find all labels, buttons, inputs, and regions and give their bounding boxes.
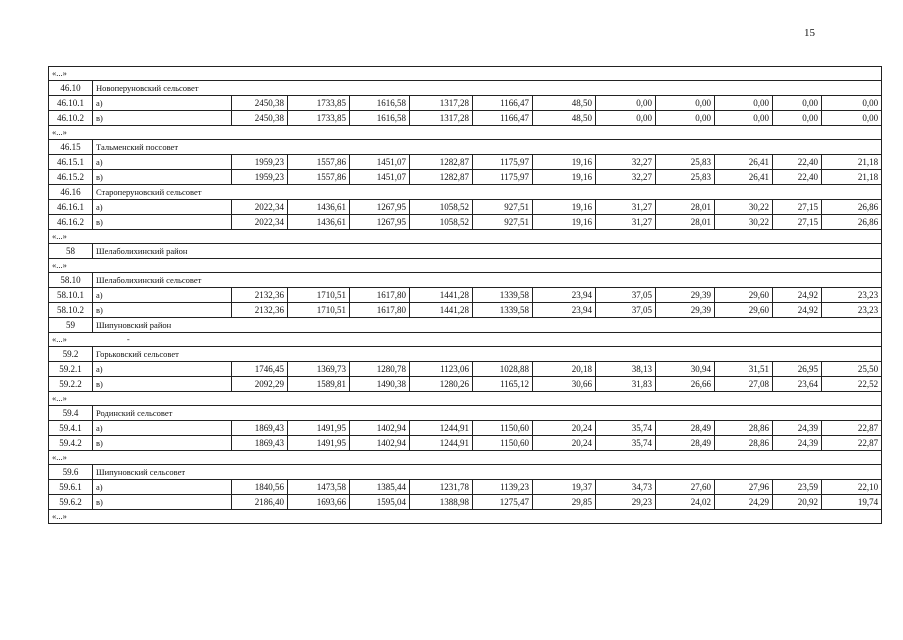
value-cell: 20,24 — [533, 436, 596, 451]
value-cell: 37,05 — [596, 303, 656, 318]
table-row — [49, 111, 882, 126]
value-cell: 48,50 — [533, 111, 596, 126]
value-cell: 1616,58 — [350, 96, 410, 111]
row-code: 59.4.1 — [49, 421, 93, 436]
value-cell: 27,96 — [715, 480, 773, 495]
value-cell: 1441,28 — [410, 303, 473, 318]
section-name: Тальменский поссовет — [93, 140, 882, 155]
value-cell: 22,87 — [822, 421, 882, 436]
value-cell: 30,66 — [533, 377, 596, 392]
value-cell: 31,27 — [596, 200, 656, 215]
row-subitem: в) — [93, 495, 232, 510]
value-cell: 29,60 — [715, 288, 773, 303]
ellipsis-cell — [49, 67, 882, 81]
value-cell: 34,73 — [596, 480, 656, 495]
row-code: 59.2.1 — [49, 362, 93, 377]
value-cell: 26,41 — [715, 155, 773, 170]
value-cell: 2450,38 — [232, 111, 288, 126]
value-cell: 48,50 — [533, 96, 596, 111]
value-cell: 1473,58 — [288, 480, 350, 495]
value-cell: 1280,78 — [350, 362, 410, 377]
value-cell: 25,83 — [656, 155, 715, 170]
value-cell: 25,50 — [822, 362, 882, 377]
value-cell: 23,94 — [533, 303, 596, 318]
value-cell: 1869,43 — [232, 436, 288, 451]
row-code: 59.2 — [49, 347, 93, 362]
value-cell: 30,22 — [715, 200, 773, 215]
value-cell: 23,59 — [773, 480, 822, 495]
ellipsis-text: «...» — [52, 393, 67, 403]
value-cell: 27,60 — [656, 480, 715, 495]
row-code: 46.15.1 — [49, 155, 93, 170]
value-cell: 19,37 — [533, 480, 596, 495]
value-cell: 35,74 — [596, 421, 656, 436]
ellipsis-text: «...» — [52, 334, 67, 344]
value-cell: 2022,34 — [232, 200, 288, 215]
section-name: Новоперуновский сельсовет — [93, 81, 882, 96]
row-code: 46.10.1 — [49, 96, 93, 111]
value-cell: 19,16 — [533, 200, 596, 215]
section-name: Шелаболихинский район — [93, 244, 882, 259]
value-cell: 1339,58 — [473, 288, 533, 303]
section-header-row — [49, 318, 882, 333]
value-cell: 27,08 — [715, 377, 773, 392]
row-code: 46.10 — [49, 81, 93, 96]
value-cell: 29,39 — [656, 303, 715, 318]
value-cell: 1840,56 — [232, 480, 288, 495]
ellipsis-text: «...» — [52, 511, 67, 521]
value-cell: 26,95 — [773, 362, 822, 377]
value-cell: 1175,97 — [473, 170, 533, 185]
value-cell: 1267,95 — [350, 215, 410, 230]
table-row — [49, 303, 882, 318]
table-row — [49, 421, 882, 436]
value-cell: 1617,80 — [350, 303, 410, 318]
value-cell: 1436,61 — [288, 215, 350, 230]
value-cell: 28,49 — [656, 421, 715, 436]
value-cell: 1710,51 — [288, 288, 350, 303]
table-row — [49, 436, 882, 451]
tariff-table — [48, 66, 882, 524]
row-code: 59 — [49, 318, 93, 333]
value-cell: 22,40 — [773, 155, 822, 170]
section-header-row — [49, 140, 882, 155]
value-cell: 1150,60 — [473, 421, 533, 436]
value-cell: 1058,52 — [410, 215, 473, 230]
section-name: Шелаболихинский сельсовет — [93, 273, 882, 288]
row-code: 59.4.2 — [49, 436, 93, 451]
value-cell: 21,18 — [822, 155, 882, 170]
value-cell: 19,16 — [533, 215, 596, 230]
value-cell: 30,94 — [656, 362, 715, 377]
value-cell: 26,41 — [715, 170, 773, 185]
value-cell: 29,85 — [533, 495, 596, 510]
value-cell: 1282,87 — [410, 170, 473, 185]
row-code: 46.15 — [49, 140, 93, 155]
value-cell: 1441,28 — [410, 288, 473, 303]
row-code: 46.16.1 — [49, 200, 93, 215]
value-cell: 23,94 — [533, 288, 596, 303]
value-cell: 1959,23 — [232, 170, 288, 185]
section-name: Шипуновский район — [93, 318, 882, 333]
ellipsis-text: «...» — [52, 231, 67, 241]
table-row — [49, 200, 882, 215]
row-code: 59.6.1 — [49, 480, 93, 495]
section-header-row — [49, 347, 882, 362]
value-cell: 1595,04 — [350, 495, 410, 510]
value-cell: 28,86 — [715, 421, 773, 436]
value-cell: 2186,40 — [232, 495, 288, 510]
section-name: Родинский сельсовет — [93, 406, 882, 421]
ellipsis-cell — [49, 392, 882, 406]
value-cell: 1139,23 — [473, 480, 533, 495]
ellipsis-cell — [49, 259, 882, 273]
value-cell: 31,83 — [596, 377, 656, 392]
value-cell: 0,00 — [656, 111, 715, 126]
row-subitem: а) — [93, 200, 232, 215]
value-cell: 1388,98 — [410, 495, 473, 510]
value-cell: 1869,43 — [232, 421, 288, 436]
value-cell: 28,01 — [656, 200, 715, 215]
section-name: Шипуновский сельсовет — [93, 465, 882, 480]
value-cell: 22,87 — [822, 436, 882, 451]
row-subitem: а) — [93, 362, 232, 377]
value-cell: 1150,60 — [473, 436, 533, 451]
table-body — [49, 67, 882, 524]
value-cell: 1589,81 — [288, 377, 350, 392]
row-subitem: в) — [93, 111, 232, 126]
value-cell: 24,39 — [773, 421, 822, 436]
value-cell: 23,23 — [822, 288, 882, 303]
value-cell: 24,92 — [773, 303, 822, 318]
value-cell: 29,39 — [656, 288, 715, 303]
row-code: 58.10 — [49, 273, 93, 288]
ellipsis-cell — [49, 451, 882, 465]
value-cell: 1959,23 — [232, 155, 288, 170]
row-subitem: в) — [93, 377, 232, 392]
value-cell: 32,27 — [596, 170, 656, 185]
row-subitem: а) — [93, 96, 232, 111]
value-cell: 26,86 — [822, 200, 882, 215]
value-cell: 1616,58 — [350, 111, 410, 126]
value-cell: 1166,47 — [473, 96, 533, 111]
value-cell: 24,02 — [656, 495, 715, 510]
value-cell: 1557,86 — [288, 170, 350, 185]
value-cell: 1557,86 — [288, 155, 350, 170]
row-code: 46.15.2 — [49, 170, 93, 185]
value-cell: 1369,73 — [288, 362, 350, 377]
ellipsis-cell — [49, 230, 882, 244]
ellipsis-cell — [49, 126, 882, 140]
value-cell: 31,27 — [596, 215, 656, 230]
value-cell: 1244,91 — [410, 421, 473, 436]
value-cell: 19,74 — [822, 495, 882, 510]
page-number: 15 — [804, 27, 815, 39]
row-subitem: в) — [93, 215, 232, 230]
value-cell: 24,92 — [773, 288, 822, 303]
value-cell: 20,92 — [773, 495, 822, 510]
value-cell: 0,00 — [715, 111, 773, 126]
ellipsis-row — [49, 67, 882, 81]
value-cell: 1165,12 — [473, 377, 533, 392]
value-cell: 1058,52 — [410, 200, 473, 215]
value-cell: 1231,78 — [410, 480, 473, 495]
value-cell: 29,60 — [715, 303, 773, 318]
value-cell: 31,51 — [715, 362, 773, 377]
value-cell: 28,86 — [715, 436, 773, 451]
value-cell: 0,00 — [822, 111, 882, 126]
section-header-row — [49, 465, 882, 480]
row-subitem: а) — [93, 155, 232, 170]
value-cell: 29,23 — [596, 495, 656, 510]
ellipsis-row — [49, 333, 882, 347]
value-cell: 2132,36 — [232, 303, 288, 318]
value-cell: 21,18 — [822, 170, 882, 185]
section-header-row — [49, 81, 882, 96]
value-cell: 1402,94 — [350, 421, 410, 436]
ellipsis-mark: - — [126, 334, 130, 344]
value-cell: 30,22 — [715, 215, 773, 230]
row-code: 58.10.1 — [49, 288, 93, 303]
row-code: 59.6.2 — [49, 495, 93, 510]
value-cell: 2022,34 — [232, 215, 288, 230]
value-cell: 37,05 — [596, 288, 656, 303]
ellipsis-text: «...» — [52, 260, 67, 270]
value-cell: 1436,61 — [288, 200, 350, 215]
ellipsis-row — [49, 126, 882, 140]
value-cell: 22,40 — [773, 170, 822, 185]
value-cell: 27,15 — [773, 200, 822, 215]
ellipsis-row — [49, 259, 882, 273]
value-cell: 28,49 — [656, 436, 715, 451]
value-cell: 1491,95 — [288, 436, 350, 451]
value-cell: 1339,58 — [473, 303, 533, 318]
value-cell: 0,00 — [773, 111, 822, 126]
value-cell: 25,83 — [656, 170, 715, 185]
value-cell: 1267,95 — [350, 200, 410, 215]
value-cell: 35,74 — [596, 436, 656, 451]
section-name: Горьковский сельсовет — [93, 347, 882, 362]
value-cell: 23,64 — [773, 377, 822, 392]
ellipsis-row — [49, 230, 882, 244]
ellipsis-text: «...» — [52, 68, 67, 78]
value-cell: 1123,06 — [410, 362, 473, 377]
table-row — [49, 215, 882, 230]
row-code: 59.4 — [49, 406, 93, 421]
value-cell: 1451,07 — [350, 155, 410, 170]
value-cell: 0,00 — [596, 96, 656, 111]
ellipsis-row — [49, 510, 882, 524]
value-cell: 0,00 — [773, 96, 822, 111]
value-cell: 26,86 — [822, 215, 882, 230]
value-cell: 23,23 — [822, 303, 882, 318]
table-row — [49, 288, 882, 303]
value-cell: 22,52 — [822, 377, 882, 392]
row-code: 59.6 — [49, 465, 93, 480]
row-code: 58.10.2 — [49, 303, 93, 318]
value-cell: 1451,07 — [350, 170, 410, 185]
table-row — [49, 170, 882, 185]
value-cell: 26,66 — [656, 377, 715, 392]
value-cell: 22,10 — [822, 480, 882, 495]
value-cell: 1617,80 — [350, 288, 410, 303]
table-row — [49, 96, 882, 111]
ellipsis-cell — [49, 510, 882, 524]
value-cell: 27,15 — [773, 215, 822, 230]
value-cell: 1280,26 — [410, 377, 473, 392]
value-cell: 0,00 — [596, 111, 656, 126]
row-subitem: в) — [93, 170, 232, 185]
table-row — [49, 362, 882, 377]
section-header-row — [49, 185, 882, 200]
value-cell: 20,18 — [533, 362, 596, 377]
value-cell: 1317,28 — [410, 111, 473, 126]
value-cell: 1317,28 — [410, 96, 473, 111]
value-cell: 1490,38 — [350, 377, 410, 392]
ellipsis-text: «...» — [52, 452, 67, 462]
row-subitem: в) — [93, 303, 232, 318]
table-row — [49, 377, 882, 392]
value-cell: 1402,94 — [350, 436, 410, 451]
value-cell: 1282,87 — [410, 155, 473, 170]
row-subitem: а) — [93, 480, 232, 495]
table-row — [49, 155, 882, 170]
ellipsis-row — [49, 451, 882, 465]
value-cell: 1175,97 — [473, 155, 533, 170]
row-subitem: в) — [93, 436, 232, 451]
table-row — [49, 495, 882, 510]
section-name: Староперуновский сельсовет — [93, 185, 882, 200]
ellipsis-row — [49, 392, 882, 406]
value-cell: 927,51 — [473, 200, 533, 215]
value-cell: 38,13 — [596, 362, 656, 377]
row-code: 58 — [49, 244, 93, 259]
value-cell: 24,29 — [715, 495, 773, 510]
value-cell: 19,16 — [533, 155, 596, 170]
value-cell: 32,27 — [596, 155, 656, 170]
value-cell: 20,24 — [533, 421, 596, 436]
value-cell: 0,00 — [822, 96, 882, 111]
ellipsis-text: «...» — [52, 127, 67, 137]
value-cell: 2132,36 — [232, 288, 288, 303]
value-cell: 28,01 — [656, 215, 715, 230]
table-row — [49, 480, 882, 495]
value-cell: 1733,85 — [288, 96, 350, 111]
value-cell: 927,51 — [473, 215, 533, 230]
value-cell: 1166,47 — [473, 111, 533, 126]
value-cell: 1733,85 — [288, 111, 350, 126]
ellipsis-cell — [49, 333, 882, 347]
value-cell: 2092,29 — [232, 377, 288, 392]
row-subitem: а) — [93, 288, 232, 303]
section-header-row — [49, 244, 882, 259]
section-header-row — [49, 273, 882, 288]
value-cell: 1275,47 — [473, 495, 533, 510]
value-cell: 2450,38 — [232, 96, 288, 111]
value-cell: 24,39 — [773, 436, 822, 451]
value-cell: 1491,95 — [288, 421, 350, 436]
section-header-row — [49, 406, 882, 421]
row-code: 46.16.2 — [49, 215, 93, 230]
value-cell: 1746,45 — [232, 362, 288, 377]
value-cell: 1693,66 — [288, 495, 350, 510]
row-code: 46.16 — [49, 185, 93, 200]
row-code: 59.2.2 — [49, 377, 93, 392]
value-cell: 1385,44 — [350, 480, 410, 495]
value-cell: 0,00 — [656, 96, 715, 111]
value-cell: 1028,88 — [473, 362, 533, 377]
value-cell: 0,00 — [715, 96, 773, 111]
value-cell: 19,16 — [533, 170, 596, 185]
value-cell: 1710,51 — [288, 303, 350, 318]
row-subitem: а) — [93, 421, 232, 436]
row-code: 46.10.2 — [49, 111, 93, 126]
value-cell: 1244,91 — [410, 436, 473, 451]
